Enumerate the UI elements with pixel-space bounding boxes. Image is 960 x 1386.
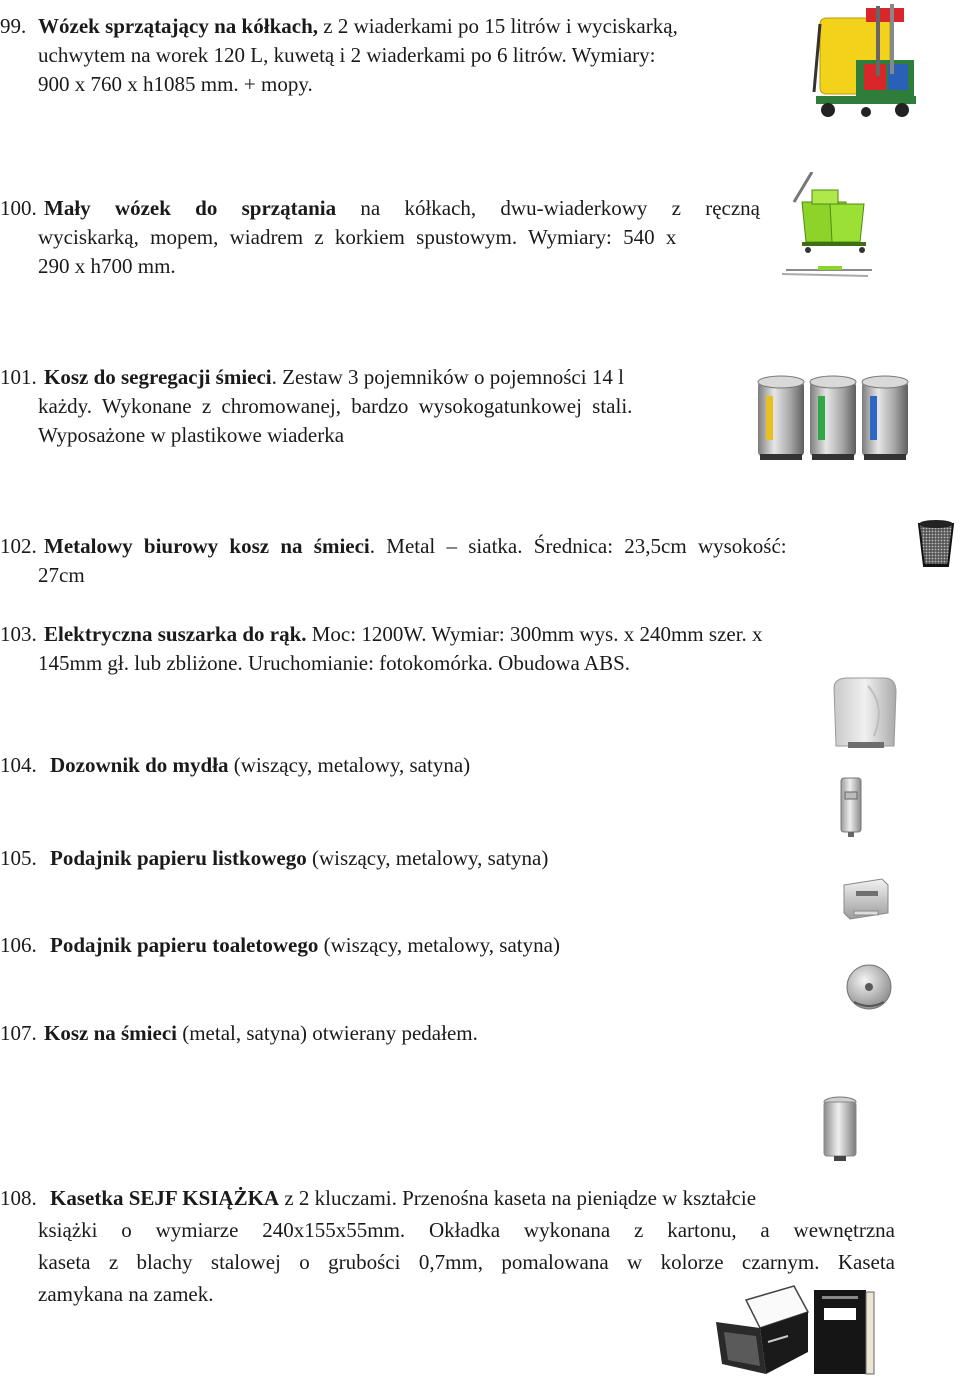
hand-dryer-image [828,676,898,752]
item-number: 101. [0,365,37,389]
item-line: Wyposażone w plastikowe wiaderka [38,423,345,447]
item-number: 107. [0,1021,37,1045]
item-line [38,41,786,70]
paper-towel-dispenser-image [842,877,890,921]
mesh-wastebasket-image [916,518,956,570]
bin-plastic [758,376,804,460]
item-line [50,751,470,780]
small-cart-image [782,172,874,282]
item-line [50,844,548,873]
item-text: z 2 wiaderkami po 15 litrów i wyciskarką, [318,14,678,38]
item-text: (metal, satyna) otwierany pedałem. [176,1021,478,1045]
product-name: Kosz na śmieci [44,1021,177,1045]
item-text: (wiszący, metalowy, satyna) [318,933,560,957]
item-line: 27cm [38,563,85,587]
item-line: kaseta z blachy stalowej o grubości 0,7mm, pomalowana w kolorze czarnym. Kaseta [38,1250,895,1274]
item-line: wyciskarką, mopem, wiadrem z korkiem spustowym. Wymiary: 540 x [38,225,677,249]
bin-glass [810,376,856,460]
item-line [44,1019,478,1048]
item-number: 105. [0,846,37,870]
item-number: 106. [0,933,37,957]
item-line [50,1182,756,1215]
item-text: uchwytem na worek 120 L, kuwetą i 2 wiaderkami po 6 litrów. Wymiary: [38,43,656,67]
product-name: Podajnik papieru toaletowego [50,933,319,957]
item-text: (wiszący, metalowy, satyna) [306,846,549,870]
product-name: Wózek sprzątający na kółkach, [38,14,318,38]
item-line [44,194,760,223]
item-text: . Metal – siatka. Średnica: 23,5cm wysokość: [369,534,787,558]
item-line: zamykana na zamek. [38,1282,214,1306]
item-number: 100. [0,196,37,220]
item-line: 290 x h700 mm. [38,254,176,278]
cleaning-cart-image [806,4,922,126]
product-name: Mały wózek do sprzątania [44,196,337,220]
item-line [38,12,786,41]
item-number: 99. [0,14,27,38]
item-line [44,532,787,561]
item-number: 102. [0,534,37,558]
bin-paper [862,376,908,460]
soap-dispenser-image [840,776,862,838]
product-name: Elektryczna suszarka do rąk. [44,622,307,646]
item-number: 103. [0,622,37,646]
item-line: każdy. Wykonane z chromowanej, bardzo wysokogatunkowej stali. [38,394,633,418]
item-number: 104. [0,753,37,777]
item-text: (wiszący, metalowy, satyna) [228,753,471,777]
item-line: książki o wymiarze 240x155x55mm. Okładka wykonana z kartonu, a wewnętrzna [38,1218,895,1242]
item-line: 145mm gł. lub zbliżone. Uruchomianie: fotokomórka. Obudowa ABS. [38,651,630,675]
item-text: na kółkach, dwu-wiaderkowy z ręczną [336,196,761,220]
pedal-bin-image [818,1094,862,1166]
item-line [50,931,560,960]
item-line: 900 x 760 x h1085 mm. + mopy. [38,72,313,96]
product-name: Podajnik papieru listkowego [50,846,307,870]
item-line [44,620,763,649]
product-name: Dozownik do mydła [50,753,229,777]
book-safe-image [716,1282,906,1382]
product-name: Kasetka SEJF KSIĄŻKA [50,1186,280,1210]
item-text: z 2 kluczami. Przenośna kaseta na pieniądze w kształcie [279,1186,757,1210]
product-name: Metalowy biurowy kosz na śmieci [44,534,370,558]
segregation-bins-image [756,372,914,464]
item-number: 108. [0,1186,37,1210]
item-text: . Zestaw 3 pojemników o pojemności 14 l [271,365,624,389]
product-name: Kosz do segregacji śmieci [44,365,272,389]
item-text: Moc: 1200W. Wymiar: 300mm wys. x 240mm szer. x [306,622,763,646]
item-line [44,363,624,392]
toilet-paper-dispenser-image [844,962,894,1012]
